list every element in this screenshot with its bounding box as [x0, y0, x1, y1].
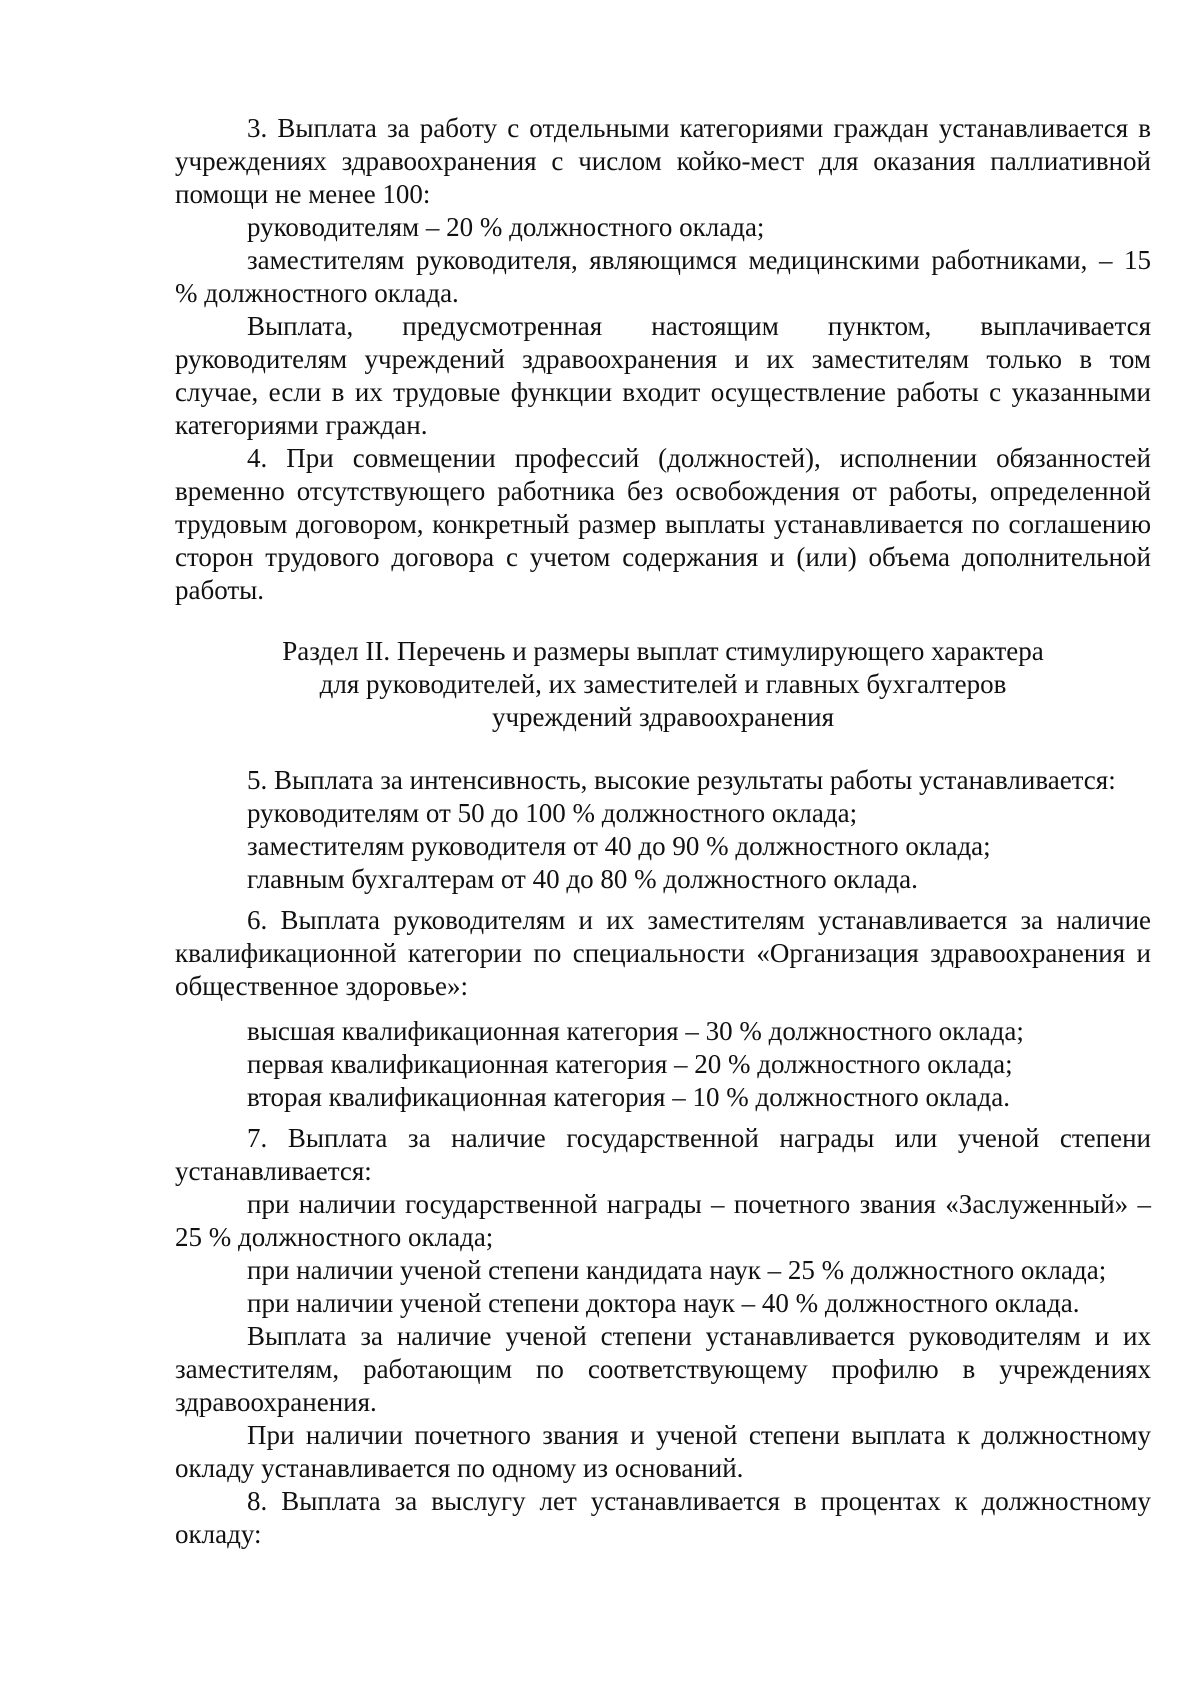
paragraph-7-note: Выплата за наличие ученой степени устанавливается руководителям и их заместителям, работающим по соответствующему профилю в учреждениях здравоохранения.	[175, 1321, 1151, 1417]
paragraph-5-heads: руководителям от 50 до 100 % должностного оклада;	[247, 798, 858, 828]
paragraph-6: 6. Выплата руководителям и их заместителям устанавливается за наличие квалификационной категории по специальности «Организация здравоохранения и общественное здоровье»:	[175, 905, 1151, 1001]
paragraph-5-deputies: заместителям руководителя от 40 до 90 % должностного оклада;	[247, 831, 991, 861]
spacer	[175, 896, 1151, 904]
paragraph-3: 3. Выплата за работу с отдельными категориями граждан устанавливается в учреждениях здравоохранения с числом койко-мест для оказания паллиативной помощи не менее 100:	[175, 113, 1151, 209]
spacer	[175, 1114, 1151, 1122]
spacer	[175, 1003, 1151, 1015]
section-2-title	[175, 635, 1151, 734]
paragraph-7-basis: При наличии почетного звания и ученой степени выплата к должностному окладу устанавливается по одному из оснований.	[175, 1420, 1151, 1483]
document-page	[175, 112, 1151, 1551]
paragraph-5-accountants: главным бухгалтерам от 40 до 80 % должностного оклада.	[247, 864, 918, 894]
section-2-title-line-1: Раздел II. Перечень и размеры выплат стимулирующего характера	[282, 636, 1044, 666]
paragraph-8: 8. Выплата за выслугу лет устанавливается в процентах к должностному окладу:	[175, 1486, 1151, 1549]
section-2-title-line-2: для руководителей, их заместителей и главных бухгалтеров	[319, 669, 1007, 699]
paragraph-3-heads: руководителям – 20 % должностного оклада;	[247, 212, 765, 242]
paragraph-7: 7. Выплата за наличие государственной награды или ученой степени устанавливается:	[175, 1123, 1151, 1186]
paragraph-6-highest: высшая квалификационная категория – 30 % должностного оклада;	[247, 1016, 1024, 1046]
paragraph-7-award: при наличии государственной награды – почетного звания «Заслуженный» – 25 % должностного оклада;	[175, 1189, 1151, 1252]
paragraph-7-doctor: при наличии ученой степени доктора наук – 40 % должностного оклада.	[247, 1288, 1080, 1318]
paragraph-3-note: Выплата, предусмотренная настоящим пунктом, выплачивается руководителям учреждений здравоохранения и их заместителям только в том случае, если в их трудовые функции входит осуществление работы с указанными категориями граждан.	[175, 311, 1151, 440]
paragraph-3-deputies: заместителям руководителя, являющимся медицинскими работниками, – 15 % должностного оклада.	[175, 245, 1151, 308]
paragraph-6-first: первая квалификационная категория – 20 % должностного оклада;	[247, 1049, 1013, 1079]
paragraph-7-candidate: при наличии ученой степени кандидата наук – 25 % должностного оклада;	[247, 1255, 1107, 1285]
paragraph-6-second: вторая квалификационная категория – 10 % должностного оклада.	[247, 1082, 1011, 1112]
paragraph-5: 5. Выплата за интенсивность, высокие результаты работы устанавливается:	[247, 765, 1116, 795]
section-2-title-line-3: учреждений здравоохранения	[491, 702, 835, 732]
paragraph-4: 4. При совмещении профессий (должностей), исполнении обязанностей временно отсутствующего работника без освобождения от работы, определенной трудовым договором, конкретный размер выплаты устанавливается по соглашению сторон трудового договора с учетом содержания и (или) объема дополнительной работы.	[175, 443, 1151, 605]
